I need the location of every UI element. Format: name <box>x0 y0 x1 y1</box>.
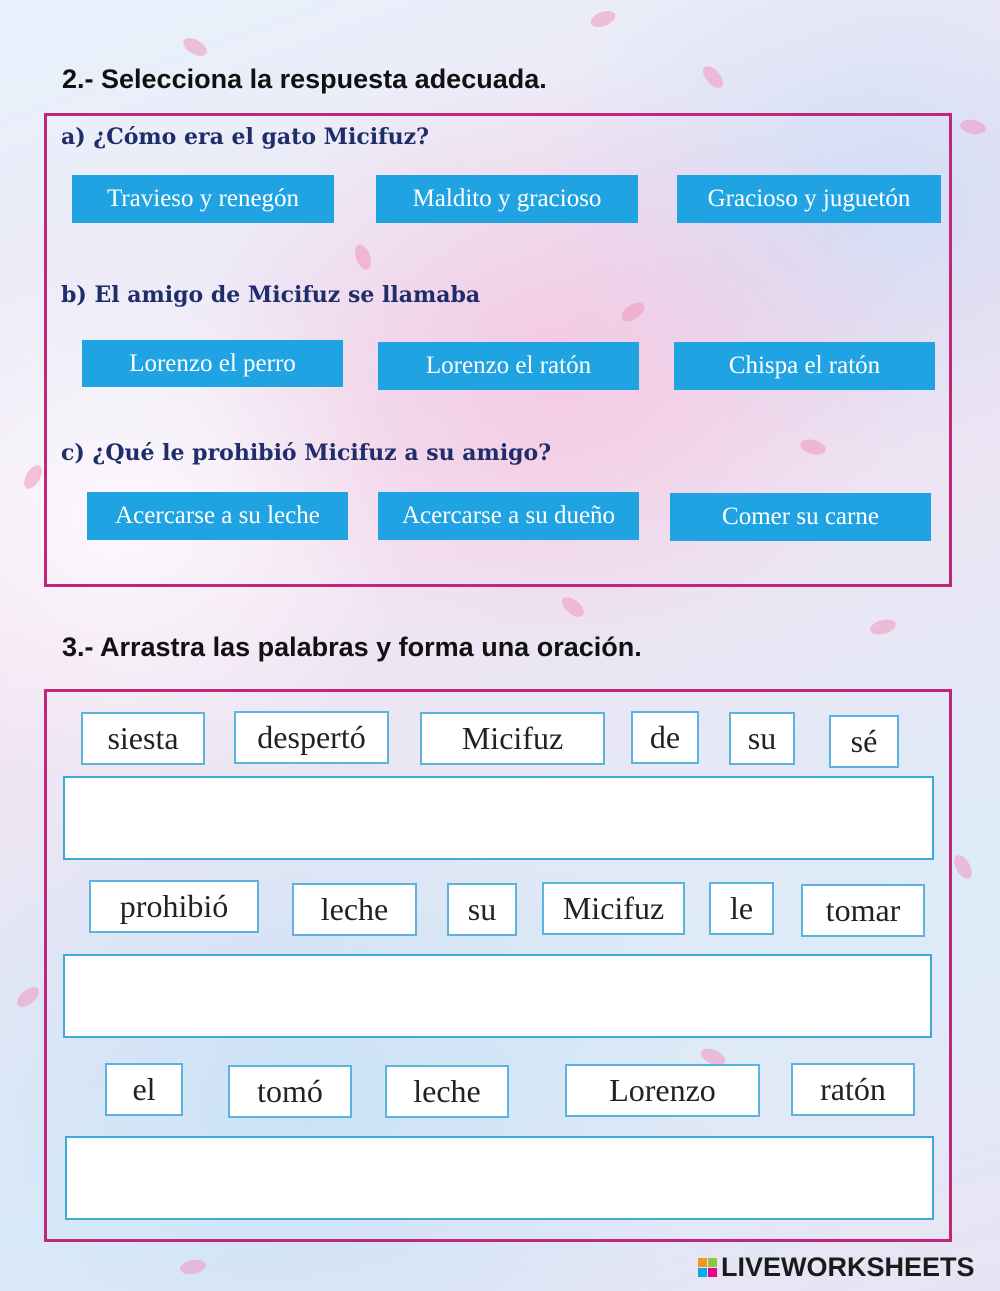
question-b-label: b) El amigo de Micifuz se llamaba <box>61 282 481 308</box>
word-tile[interactable]: sé <box>829 715 899 768</box>
word-tile[interactable]: siesta <box>81 712 205 765</box>
sentence-drop-zone-2[interactable] <box>63 954 932 1038</box>
word-tile[interactable]: ratón <box>791 1063 915 1116</box>
word-tile[interactable]: tomar <box>801 884 925 937</box>
word-tile[interactable]: despertó <box>234 711 389 764</box>
word-tile[interactable]: Micifuz <box>542 882 685 935</box>
word-tile[interactable]: de <box>631 711 699 764</box>
sentence-drop-zone-3[interactable] <box>65 1136 934 1220</box>
word-tile[interactable]: su <box>447 883 517 936</box>
question-c-option-1[interactable]: Acercarse a su leche <box>87 492 348 540</box>
word-tile[interactable]: leche <box>385 1065 509 1118</box>
word-tile[interactable]: su <box>729 712 795 765</box>
liveworksheets-logo[interactable] <box>698 1252 975 1283</box>
question-a-option-2[interactable]: Maldito y gracioso <box>376 175 638 223</box>
section2-heading: 2.- Selecciona la respuesta adecuada. <box>62 64 547 94</box>
word-tile[interactable]: Lorenzo <box>565 1064 760 1117</box>
word-tile[interactable]: el <box>105 1063 183 1116</box>
word-tile[interactable]: Micifuz <box>420 712 605 765</box>
question-c-option-2[interactable]: Acercarse a su dueño <box>378 492 639 540</box>
question-b-option-2[interactable]: Lorenzo el ratón <box>378 342 639 390</box>
question-b-option-1[interactable]: Lorenzo el perro <box>82 340 343 387</box>
word-tile[interactable]: tomó <box>228 1065 352 1118</box>
question-c-label: c) ¿Qué le prohibió Micifuz a su amigo? <box>61 440 552 466</box>
question-b-option-3[interactable]: Chispa el ratón <box>674 342 935 390</box>
word-tile[interactable]: leche <box>292 883 417 936</box>
question-a-label: a) ¿Cómo era el gato Micifuz? <box>61 124 429 150</box>
liveworksheets-logo-icon <box>698 1258 717 1277</box>
word-tile[interactable]: le <box>709 882 774 935</box>
word-tile[interactable]: prohibió <box>89 880 259 933</box>
sentence-drop-zone-1[interactable] <box>63 776 934 860</box>
question-c-option-3[interactable]: Comer su carne <box>670 493 931 541</box>
section3-heading: 3.- Arrastra las palabras y forma una oración. <box>62 632 642 662</box>
question-a-option-1[interactable]: Travieso y renegón <box>72 175 334 223</box>
liveworksheets-brand: LIVEWORKSHEETS <box>721 1252 975 1282</box>
question-a-option-3[interactable]: Gracioso y juguetón <box>677 175 941 223</box>
